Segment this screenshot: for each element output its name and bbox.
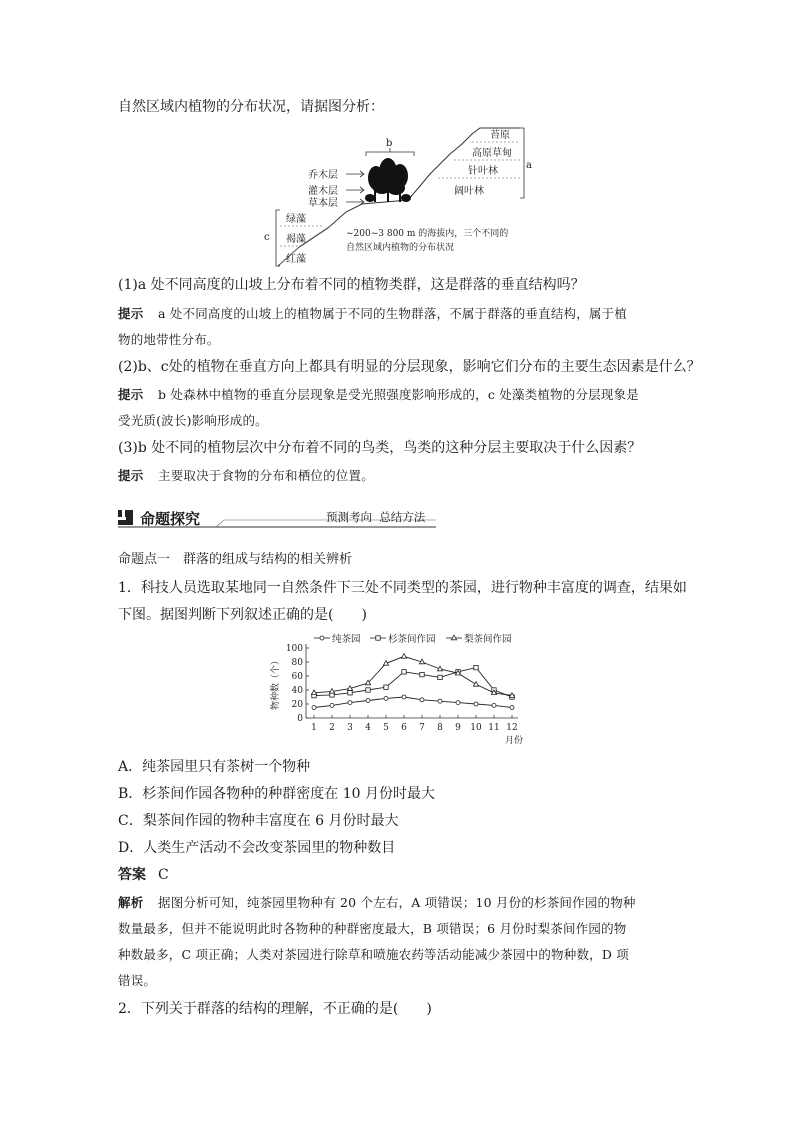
tip-label: 提示 (118, 387, 144, 402)
data-point (510, 706, 514, 710)
tip-1-line-2: 物的地带性分布。 (118, 332, 220, 347)
figure-caption-2: 自然区域内植物的分布状况 (346, 243, 455, 253)
tip-label: 提示 (118, 306, 144, 321)
analysis-label: 解析 (118, 895, 144, 910)
series-line-2 (314, 668, 512, 697)
intro-text: 自然区域内植物的分布状况，请据图分析： (118, 99, 384, 115)
data-point (438, 699, 442, 703)
option-d: D．人类生产活动不会改变茶园里的物种数目 (118, 840, 396, 856)
layer-arbor: 乔木层 (308, 170, 338, 181)
algae-red: 红藻 (286, 254, 306, 265)
data-point (474, 665, 478, 669)
y-axis-label: 物种数（个） (271, 655, 281, 711)
zone-tundra: 苔原 (490, 130, 510, 141)
zone-broadleaf: 阔叶林 (454, 186, 484, 197)
algae-brown: 褐藻 (286, 234, 306, 245)
x-tick-label: 3 (347, 723, 353, 733)
label-c: c (264, 232, 270, 243)
tip-2-text-1: b 处森林中植物的垂直分层现象是受光照强度影响形成的，c 处藻类植物的分层现象是 (158, 387, 639, 402)
analysis-line-3: 种数最多，C 项正确；人类对茶园进行除草和喷施农药等活动能减少茶园中的物种数，D 项 (118, 947, 629, 962)
y-tick-label: 80 (291, 658, 303, 668)
data-point (312, 706, 316, 710)
tip-2-line-2: 受光质(波长)影响形成的。 (118, 413, 268, 428)
legend-label: 纯茶园 (332, 634, 361, 645)
figure-caption-1: ~200~3 800 m 的海拔内，三个不同的 (346, 229, 509, 239)
option-b: B．杉茶间作园各物种的种群密度在 10 月份时最大 (118, 786, 436, 802)
tip-1-line-1 (118, 305, 627, 323)
layer-shrub: 灌木层 (308, 186, 338, 197)
data-point (474, 702, 478, 706)
data-point (420, 672, 424, 676)
data-point (384, 696, 388, 700)
x-tick-label: 6 (401, 723, 407, 733)
data-point (366, 699, 370, 703)
legend-marker (376, 636, 380, 640)
legend-label: 杉茶间作园 (388, 634, 436, 645)
analysis-line-1 (118, 894, 636, 912)
answer-value: C (158, 867, 169, 883)
answer-line (118, 866, 169, 884)
data-point (402, 670, 406, 674)
y-tick-label: 60 (291, 672, 303, 682)
forest-trees-icon (365, 158, 411, 202)
section-title: 命题探究 (140, 510, 201, 528)
data-point (438, 675, 442, 679)
algae-green: 绿藻 (286, 214, 306, 225)
question-3: (3)b 处不同的植物层次中分布着不同的鸟类，鸟类的这种分层主要取决于什么因素？ (118, 440, 642, 456)
data-point (366, 688, 370, 692)
data-point (348, 701, 352, 705)
x-tick-label: 2 (329, 723, 335, 733)
analysis-line-2: 数量最多，但并不能说明此时各物种的种群密度最大，B 项错误；6 月份时梨茶间作园的物 (118, 921, 627, 936)
data-point (330, 703, 334, 707)
section-header (118, 508, 436, 530)
question-n1-line-2: 下图。据图判断下列叙述正确的是( ) (118, 607, 367, 623)
label-a: a (526, 160, 532, 171)
label-b: b (386, 138, 393, 149)
tip-1-text-1: a 处不同高度的山坡上的植物属于不同的生物群落，不属于群落的垂直结构，属于植 (158, 306, 628, 321)
legend-marker (451, 635, 456, 640)
option-a: A．纯茶园里只有茶树一个物种 (118, 759, 311, 775)
layer-herb: 草本层 (308, 198, 338, 209)
legend-label: 梨茶间作园 (464, 634, 512, 645)
x-tick-label: 10 (470, 723, 482, 733)
option-c: C．梨茶间作园的物种丰富度在 6 月份时最大 (118, 813, 399, 829)
question-2: (2)b、c处的植物在垂直方向上都具有明显的分层现象，影响它们分布的主要生态因素是什么？ (118, 359, 701, 375)
zone-meadow: 高原草甸 (472, 148, 512, 159)
tip-3-line-1 (118, 467, 374, 485)
y-tick-label: 20 (291, 700, 303, 710)
y-tick-label: 40 (291, 686, 303, 696)
x-tick-label: 1 (311, 723, 317, 733)
data-point (456, 701, 460, 705)
data-point (402, 695, 406, 699)
x-tick-label: 8 (437, 723, 443, 733)
data-point (401, 654, 406, 659)
x-tick-label: 7 (419, 723, 425, 733)
question-n1-line-1: 1．科技人员选取某地同一自然条件下三处不同类型的茶园，进行物种丰富度的调查，结果如 (118, 580, 687, 596)
x-tick-label: 4 (365, 723, 371, 733)
vegetation-distribution-figure (258, 126, 536, 268)
data-point (420, 698, 424, 702)
series-line-1 (314, 697, 512, 708)
data-point (348, 691, 352, 695)
analysis-text-1: 据图分析可知，纯茶园里物种有 20 个左右，A 项错误；10 月份的杉茶间作园的物种 (158, 895, 636, 910)
x-tick-label: 9 (455, 723, 461, 733)
x-tick-label: 12 (506, 723, 518, 733)
x-tick-label: 11 (488, 723, 500, 733)
data-point (384, 685, 388, 689)
analysis-line-4: 错误。 (118, 973, 157, 988)
tip-label: 提示 (118, 468, 144, 483)
y-tick-label: 0 (297, 714, 303, 724)
data-point (492, 703, 496, 707)
data-point (473, 682, 478, 687)
question-1: (1)a 处不同高度的山坡上分布着不同的植物类群，这是群落的垂直结构吗？ (118, 277, 585, 293)
tip-3-text: 主要取决于食物的分布和栖位的位置。 (158, 468, 374, 483)
y-tick-label: 100 (285, 644, 303, 654)
x-tick-label: 5 (383, 723, 389, 733)
x-axis-label: 月份 (504, 736, 524, 746)
section-right-text: 预测考向 总结方法 (326, 510, 426, 524)
legend-marker (320, 636, 324, 640)
tip-2-line-1 (118, 386, 639, 404)
species-richness-chart (266, 628, 536, 752)
proposition-point-1: 命题点一 群落的组成与结构的相关辨析 (118, 552, 353, 567)
question-n2: 2．下列关于群落的结构的理解，不正确的是( ) (118, 1001, 432, 1017)
zone-conifer: 针叶林 (468, 166, 498, 177)
answer-label: 答案 (118, 867, 146, 883)
